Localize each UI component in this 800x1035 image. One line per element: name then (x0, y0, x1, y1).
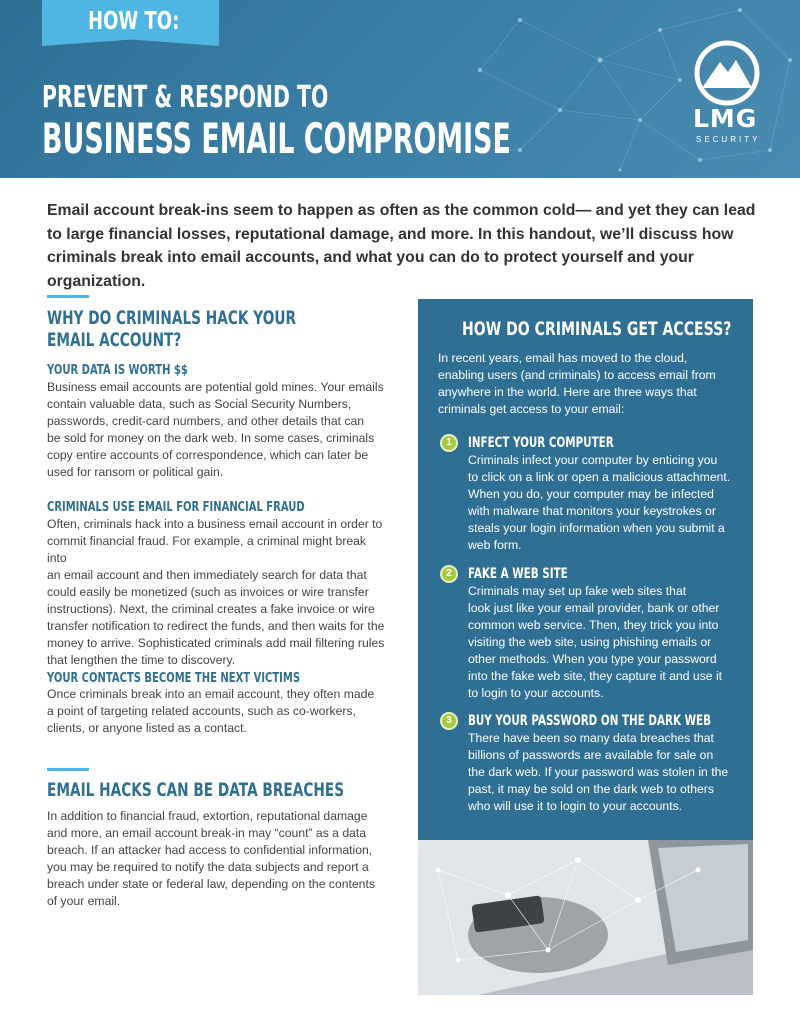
subsection-body (47, 686, 385, 737)
section-heading: EMAIL ACCOUNT? (47, 330, 182, 351)
text-line: breach. If an attacker had access to confidential information, (47, 843, 373, 857)
intro-paragraph: Email account break-ins seem to happen as often as the common cold— and yet they can lead to large financial losses, reputational damage, and more. In this handout, we’ll discuss how criminals break into email accounts, and what you can do to protect yourself and your organization. (47, 202, 756, 290)
subsection-body (47, 379, 385, 481)
text-line: Criminals may set up fake web sites that (468, 584, 687, 598)
text-line: that lengthen the time to discovery. (47, 653, 236, 667)
section-body (47, 808, 385, 910)
text-line: Often, criminals hack into a business email account in order to (47, 517, 383, 531)
text-line: with malware that monitors your keystrokes or (468, 504, 716, 518)
step-number-badge: 2 (440, 565, 458, 583)
text-line: Criminals infect your computer by enticing you (468, 453, 718, 467)
text-line: There have been so many data breaches that (468, 731, 714, 745)
step-title: FAKE A WEB SITE (468, 566, 568, 582)
laptop-phone-photo (418, 840, 753, 995)
header-banner (0, 0, 800, 178)
text-line: be sold for money on the dark web. In some cases, criminals (47, 431, 375, 445)
text-line: who will use it to login to your accounts. (468, 799, 683, 813)
text-line: visiting the web site, using phishing emails or (468, 635, 712, 649)
laptop-phone-illustration (418, 840, 753, 995)
text-line: money to arrive. Sophisticated criminals add mail filtering rules (47, 636, 385, 650)
section-heading: WHY DO CRIMINALS HACK YOUR (47, 308, 297, 329)
step-body (468, 583, 738, 702)
text-line: passwords, credit-card numbers, and other details that can (47, 414, 365, 428)
text-line: an email account and then immediately search for data that (47, 568, 367, 582)
title-line-1: PREVENT & RESPOND TO (42, 80, 329, 115)
text-line: commit financial fraud. For example, a criminal might break into (47, 534, 367, 565)
text-line: billions of passwords are available for sale on (468, 748, 714, 762)
step-title: INFECT YOUR COMPUTER (468, 435, 614, 451)
logo-text: LMG (693, 104, 758, 133)
section-heading: EMAIL HACKS CAN BE DATA BREACHES (47, 780, 345, 801)
text-line: other methods. When you type your password (468, 652, 717, 666)
text-line: contain valuable data, such as Social Security Numbers, (47, 397, 352, 411)
step-title: BUY YOUR PASSWORD ON THE DARK WEB (468, 713, 712, 729)
text-line: past, it may be sold on the dark web to others (468, 782, 714, 796)
text-line: clients, or anyone listed as a contact. (47, 721, 247, 735)
text-line: you may be required to notify the data subjects and report a (47, 860, 369, 874)
text-line: look just like your email provider, bank or other (468, 601, 720, 615)
step-number-badge: 3 (440, 712, 458, 730)
subsection-title: YOUR DATA IS WORTH $$ (47, 362, 188, 378)
text-line: to login to your accounts. (468, 686, 604, 700)
logo-subtext: SECURITY (696, 135, 761, 144)
panel-intro (438, 350, 738, 418)
subsection-body (47, 516, 385, 669)
text-line: to click on a link or open a malicious attachment. (468, 470, 731, 484)
page-title: BUSINESS EMAIL COMPROMISE (42, 114, 511, 163)
text-line: instructions). Next, the criminal creates a fake invoice or wire (47, 602, 375, 616)
text-line: criminals get access to your email: (438, 402, 625, 416)
section-rule (47, 768, 89, 771)
text-line: transfer notification to redirect the funds, and then waits for the (47, 619, 385, 633)
panel-title: HOW DO CRIMINALS GET ACCESS? (462, 318, 732, 340)
text-line: steals your login information when you submit a (468, 521, 725, 535)
text-line: of your email. (47, 894, 121, 908)
text-line: common web service. Then, they trick you into (468, 618, 719, 632)
text-line: could easily be monetized (such as invoices or wire transfer (47, 585, 369, 599)
text-line: When you do, your computer may be infected (468, 487, 714, 501)
text-line: Once criminals break into an email account, they often made (47, 687, 375, 701)
section-rule (47, 295, 89, 298)
step-body (468, 452, 738, 554)
text-line: web form. (468, 538, 522, 552)
subsection-title: YOUR CONTACTS BECOME THE NEXT VICTIMS (47, 670, 301, 686)
step-number-badge: 1 (440, 434, 458, 452)
text-line: anywhere in the world. Here are three ways that (438, 385, 697, 399)
text-line: into the fake web site, they capture it and use it (468, 669, 723, 683)
text-line: copy entire accounts of correspondence, which can later be (47, 448, 369, 462)
text-line: enabling users (and criminals) to access email from (438, 368, 716, 382)
subsection-title: CRIMINALS USE EMAIL FOR FINANCIAL FRAUD (47, 499, 305, 515)
text-line: In recent years, email has moved to the cloud, (438, 351, 688, 365)
text-line: a point of targeting related accounts, such as co-workers, (47, 704, 356, 718)
text-line: and more, an email account break-in may “count” as a data (47, 826, 367, 840)
text-line: the dark web. If your password was stolen in the (468, 765, 729, 779)
step-body (468, 730, 738, 815)
text-line: used for ransom or political gain. (47, 465, 224, 479)
lmg-mountain-logo-icon (692, 38, 762, 108)
how-to-label: HOW TO: (88, 6, 180, 35)
text-line: In addition to financial fraud, extortion, reputational damage (47, 809, 368, 823)
text-line: Business email accounts are potential gold mines. Your emails (47, 380, 384, 394)
text-line: breach under state or federal law, depending on the contents (47, 877, 375, 891)
